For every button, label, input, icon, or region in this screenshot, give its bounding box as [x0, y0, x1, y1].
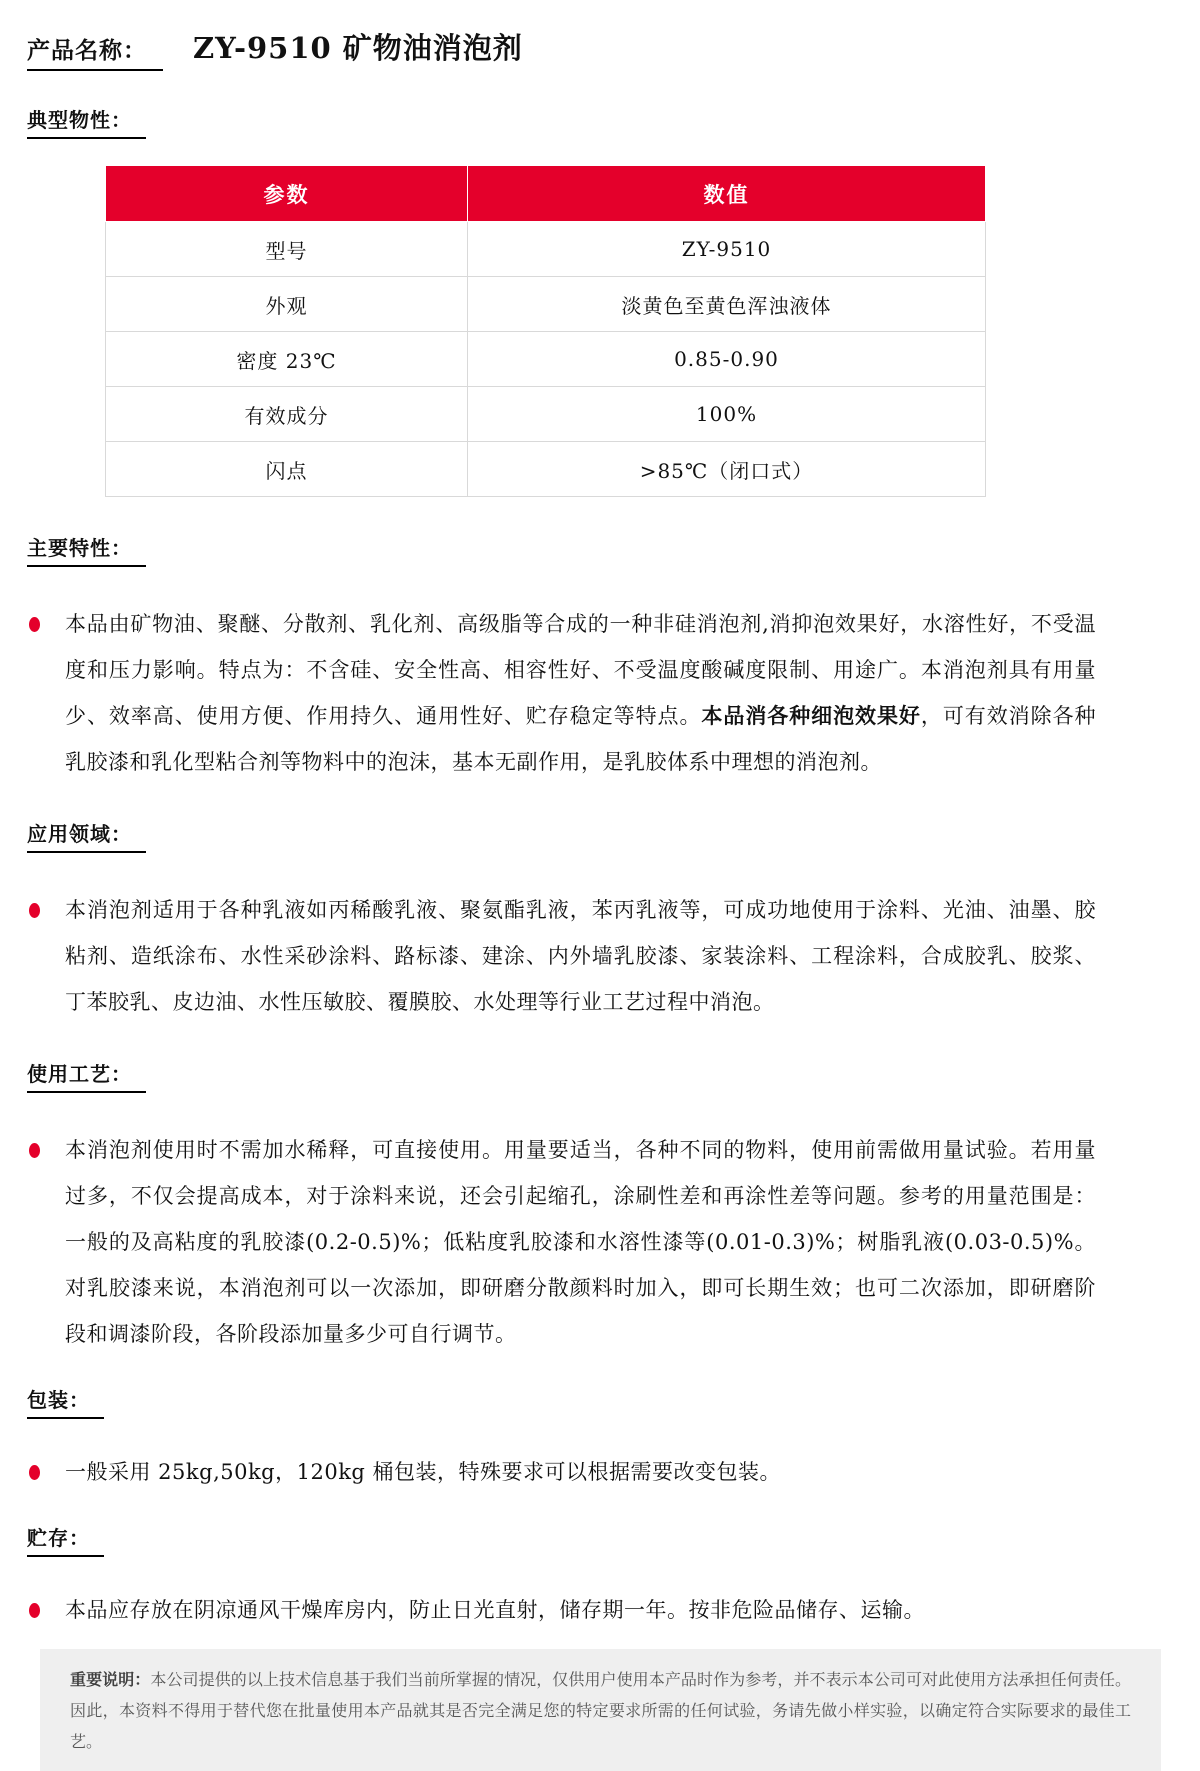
bullet-icon: [29, 1143, 40, 1158]
table-header-row: [106, 166, 986, 222]
table-row: [106, 442, 986, 497]
param-cell: 有效成分: [106, 387, 468, 442]
section-heading-usage: 使用工艺：: [27, 1061, 1200, 1093]
bullet-text: 本品由矿物油、聚醚、分散剂、乳化剂、高级脂等合成的一种非硅消泡剂,消抑泡效果好，水溶性好，不受温度和压力影响。特点为：不含硅、安全性高、相容性好、不受温度酸碱度限制、用途广。本消泡剂具有用量少、效率高、使用方便、作用持久、通用性好、贮存稳定等特点。本品消各种细泡效果好，可有效消除各种乳胶漆和乳化型粘合剂等物料中的泡沫，基本无副作用，是乳胶体系中理想的消泡剂。: [65, 612, 1097, 774]
bullet-icon: [29, 1465, 40, 1480]
table-row: [106, 222, 986, 277]
value-cell: 0.85-0.90: [468, 332, 986, 387]
section-heading-typical-properties: 典型物性：: [27, 107, 1200, 139]
bullet-text: 一般采用 25kg,50kg，120kg 桶包装，特殊要求可以根据需要改变包装。: [65, 1460, 782, 1484]
table-row: [106, 387, 986, 442]
bullet-icon: [29, 1603, 40, 1618]
list-item: [27, 887, 1096, 1025]
value-cell: 淡黄色至黄色浑浊液体: [468, 277, 986, 332]
applications-list: [27, 887, 1096, 1025]
table-header-value: 数值: [468, 166, 986, 222]
table-row: [106, 277, 986, 332]
list-item: [27, 1449, 1096, 1495]
properties-table: [105, 165, 986, 497]
value-cell: >85℃（闭口式）: [468, 442, 986, 497]
storage-list: [27, 1587, 1096, 1633]
packaging-list: [27, 1449, 1096, 1495]
bullet-icon: [29, 903, 40, 918]
usage-list: [27, 1127, 1096, 1357]
table-row: [106, 332, 986, 387]
list-item: [27, 601, 1096, 785]
note-body: 本公司提供的以上技术信息基于我们当前所掌握的情况，仅供用户使用本产品时作为参考，并不表示本公司可对此使用方法承担任何责任。因此，本资料不得用于替代您在批量使用本产品就其是否完全满足您的特定要求所需的任何试验，务请先做小样实验，以确定符合实际要求的最佳工艺。: [70, 1670, 1131, 1751]
important-note-box: [40, 1649, 1161, 1771]
value-cell: ZY-9510: [468, 222, 986, 277]
bullet-icon: [29, 617, 40, 632]
section-heading-main-features: 主要特性：: [27, 535, 1200, 567]
page-title-row: [27, 26, 1096, 71]
list-item: [27, 1127, 1096, 1357]
bullet-text: 本消泡剂使用时不需加水稀释，可直接使用。用量要适当，各种不同的物料，使用前需做用量试验。若用量过多，不仅会提高成本，对于涂料来说，还会引起缩孔，涂刷性差和再涂性差等问题。参考的用量范围是：一般的及高粘度的乳胶漆(0.2-0.5)%；低粘度乳胶漆和水溶性漆等(0.01-0.3)%；树脂乳液(0.03-0.5)%。对乳胶漆来说，本消泡剂可以一次添加，即研磨分散颜料时加入，即可长期生效；也可二次添加，即研磨阶段和调漆阶段，各阶段添加量多少可自行调节。: [65, 1138, 1096, 1346]
param-cell: 密度 23℃: [106, 332, 468, 387]
bullet-text: 本消泡剂适用于各种乳液如丙稀酸乳液、聚氨酯乳液，苯丙乳液等，可成功地使用于涂料、光油、油墨、胶粘剂、造纸涂布、水性采砂涂料、路标漆、建涂、内外墙乳胶漆、家装涂料、工程涂料，合成胶乳、胶浆、丁苯胶乳、皮边油、水性压敏胶、覆膜胶、水处理等行业工艺过程中消泡。: [65, 898, 1096, 1014]
page-title: ZY-9510 矿物油消泡剂: [193, 31, 523, 65]
param-cell: 闪点: [106, 442, 468, 497]
table-header-param: 参数: [106, 166, 468, 222]
bullet-text: 本品应存放在阴凉通风干燥库房内，防止日光直射，储存期一年。按非危险品储存、运输。: [65, 1598, 925, 1622]
param-cell: 外观: [106, 277, 468, 332]
note-label: 重要说明：: [70, 1670, 151, 1689]
section-heading-storage: 贮存：: [27, 1525, 1200, 1557]
section-heading-packaging: 包装：: [27, 1387, 1200, 1419]
param-cell: 型号: [106, 222, 468, 277]
product-name-label: 产品名称：: [27, 32, 163, 71]
features-list: [27, 601, 1096, 785]
value-cell: 100%: [468, 387, 986, 442]
list-item: [27, 1587, 1096, 1633]
section-heading-applications: 应用领域：: [27, 821, 1200, 853]
